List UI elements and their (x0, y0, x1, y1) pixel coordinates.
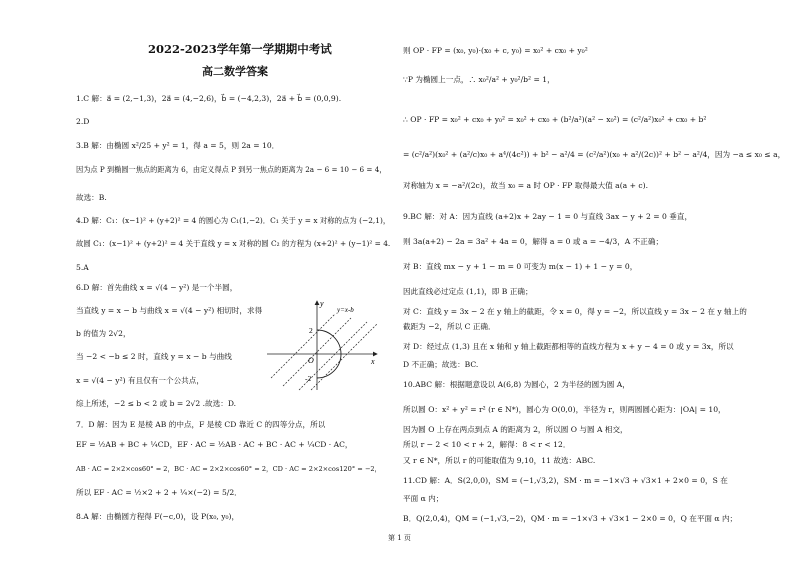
answer-9-line-4: 因此直线必过定点 (1,1)，即 B 正确； (403, 287, 533, 296)
answer-9-line-7: 对 D：经过点 (1,3) 且在 x 轴和 y 轴上截距都相等的直线方程为 x + y − 4 = 0 或 y = 3x，所以 (403, 342, 734, 351)
tick-label-2: 2 (309, 326, 313, 335)
x-axis-label: x (371, 357, 375, 366)
answer-8-line-6: 对称轴为 x = −a²/(2c)，故当 x₀ = a 时 OP · FP 取得最大值 a(a + c). (403, 181, 649, 190)
page-subtitle: 高二数学答案 (202, 65, 268, 78)
answer-9: 9.BC 解：对 A：因为直线 (a+2)x + 2ay − 1 = 0 与直线 3ax − y + 2 = 0 垂直， (403, 212, 693, 221)
tick-label-neg-2: -2 (305, 374, 312, 383)
answer-2: 2.D (76, 117, 90, 126)
answer-11-line-2: 平面 α 内； (403, 494, 444, 503)
answer-3-line-3: 故选：B. (76, 193, 107, 202)
answer-10-line-4: 所以 r − 2 < 10 < r + 2，解得：8 < r < 12． (403, 440, 571, 449)
origin-label: O (308, 356, 314, 365)
semicircle-graph (265, 298, 383, 392)
answer-6-line-5: x = √(4 − y²) 有且仅有一个公共点， (76, 376, 204, 385)
answer-10-line-5: 又 r ∈ N*，所以 r 的可能取值为 9,10，11 故选：ABC. (403, 456, 596, 465)
answer-9-line-3: 对 B：直线 mx − y + 1 − m = 0 可变为 m(x − 1) + 1 − y = 0， (403, 262, 638, 271)
answer-5: 5.A (76, 263, 89, 272)
answer-7-line-2: EF = ½AB + BC + ¼CD，EF · AC = ½AB · AC + BC · AC + ¼CD · AC， (76, 440, 353, 449)
answer-9-line-8: D 不正确；故选：BC. (403, 360, 479, 369)
answer-6-line-2: 当直线 y = x − b 与曲线 x = √(4 − y²) 相切时，求得 (76, 306, 263, 315)
answer-9-line-6: 截距为 −2，所以 C 正确． (403, 322, 496, 331)
answer-8-line-4: ∴ OP · FP = x₀² + cx₀ + y₀² = x₀² + cx₀ + (b²/a²)(a² − x₀²) = (c²/a²)x₀² + cx₀ + b² (403, 115, 707, 124)
y-axis-label: y (320, 299, 324, 308)
answer-9-line-5: 对 C：直线 y = 3x − 2 在 y 轴上的截距，令 x = 0，得 y = −2，所以直线 y = 3x − 2 在 y 轴上的 (403, 307, 747, 316)
answer-10-line-2: 所以圆 O：x² + y² = r² (r ∈ N*)，圆心为 O(0,0)，半径为 r，则两圆圆心距为：|OA| = 10， (403, 405, 726, 414)
answer-11-line-3: B．Q(2,0,4)，QM = (−1,√3,−2)，QM · m = −1×√3 + √3×1 − 2×0 = 0，Q 在平面 α 内； (403, 514, 738, 523)
answer-6-line-4: 当 −2 < −b ≤ 2 时，直线 y = x − b 与曲线 (76, 352, 232, 361)
answer-11: 11.CD 解：A．S(2,0,0)，SM = (−1,√3,2)，SM · m = −1×√3 + √3×1 + 2×0 = 0，S 在 (403, 476, 728, 485)
answer-6-line-6: 综上所述，−2 ≤ b < 2 或 b = 2√2 .故选：D. (76, 399, 237, 408)
line-equation-label: y=x-b (337, 306, 354, 314)
line-tangent (311, 324, 377, 390)
answer-8-line-5: = (c²/a²)(x₀² + (a²/c)x₀ + a⁴/(4c²)) + b² − a²/4 = (c²/a²)(x₀ + a²/(2c))² + b² − a²/4，因为 −a ≤ x₀ ≤ a， (403, 150, 786, 159)
answer-9-line-2: 则 3a(a+2) − 2a = 3a² + 4a = 0，解得 a = 0 或 a = −4/3，A 不正确； (403, 237, 664, 246)
answer-6-line-3: b 的值为 2√2， (76, 329, 131, 338)
answer-8-line-3: ∵P 为椭圆上一点，∴ x₀²/a² + y₀²/b² = 1， (403, 75, 555, 84)
answer-3-line-2: 因为点 P 到椭圆一焦点的距离为 6，由定义得点 P 到另一焦点的距离为 2a − 6 = 10 − 6 = 4， (76, 165, 387, 174)
answer-4: 4.D 解：C₁：(x−1)² + (y+2)² = 4 的圆心为 C₁(1,−2)．C₁ 关于 y = x 对称的点为 (−2,1)， (76, 216, 391, 225)
answer-6: 6.D 解：首先曲线 x = √(4 − y²) 是一个半圆， (76, 283, 238, 292)
page-number: 第 1 页 (388, 534, 411, 542)
answer-10-line-3: 因为圆 O 上存在两点到点 A 的距离为 2，所以圆 O 与圆 A 相交， (403, 425, 628, 434)
line-b-neg (271, 314, 335, 378)
answer-7-line-3: AB · AC = 2×2×cos60° = 2，BC · AC = 2×2×cos60° = 2，CD · AC = 2×2×cos120° = −2， (76, 465, 382, 473)
answer-10: 10.ABC 解：根据题意设以 A(6,8) 为圆心，2 为半径的圆为圆 A， (403, 380, 630, 389)
answer-3: 3.B 解：由椭圆 x²/25 + y² = 1，得 a = 5，则 2a = 10． (76, 141, 280, 150)
answer-7-line-4: 所以 EF · AC = ½×2 + 2 + ¼×(−2) = 5/2． (76, 488, 242, 497)
answer-8-line-2: 则 OP · FP = (x₀, y₀)·(x₀ + c, y₀) = x₀² + cx₀ + y₀² (403, 46, 588, 55)
page-title: 2022-2023学年第一学期期中考试 (148, 42, 332, 56)
answer-8: 8.A 解：由椭圆方程得 F(−c,0)，设 P(x₀, y₀)， (76, 512, 240, 521)
answer-1: 1.C 解：a⃗ = (2,−1,3)，2a⃗ = (4,−2,6)，b⃗ = (−4,2,3)，2a⃗ + b⃗ = (0,0,9). (76, 94, 342, 103)
answer-4-line-2: 故圆 C₁：(x−1)² + (y+2)² = 4 关于直线 y = x 对称的圆 C₂ 的方程为 (x+2)² + (y−1)² = 4. (76, 239, 391, 248)
answer-7: 7．D 解：因为 E 是棱 AB 的中点，F 是棱 CD 靠近 C 的四等分点，所以 (76, 420, 326, 429)
